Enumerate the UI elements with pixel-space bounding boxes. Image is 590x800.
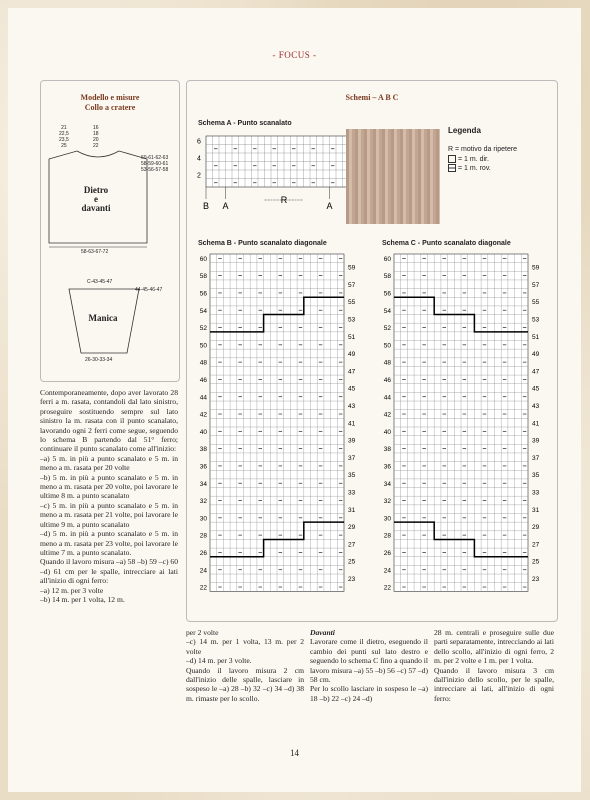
schema-c-row-odd: 47 bbox=[532, 368, 540, 376]
schema-c-row-odd: 23 bbox=[532, 575, 540, 583]
schema-a-label-b: B bbox=[203, 201, 210, 211]
legend-knit bbox=[448, 155, 489, 163]
schema-c-row-even: 26 bbox=[383, 550, 391, 558]
schema-b-row-even: 44 bbox=[199, 394, 207, 402]
schema-b-row-odd: 31 bbox=[348, 506, 356, 514]
schema-c-row-even: 44 bbox=[383, 394, 391, 402]
schema-c-row-odd: 49 bbox=[532, 351, 540, 359]
schema-c-row-odd: 33 bbox=[532, 489, 540, 497]
legend-purl-text: = 1 m. rov. bbox=[458, 164, 491, 172]
schema-a-title: Schema A - Punto scanalato bbox=[198, 120, 292, 127]
schema-b-row-even: 32 bbox=[199, 498, 207, 506]
sleeve-bottom-numbers: 26-30-33-34 bbox=[85, 357, 113, 363]
schema-c-row-even: 42 bbox=[383, 411, 391, 419]
schema-c-row-even: 36 bbox=[383, 463, 391, 471]
schema-c-row-odd: 39 bbox=[532, 437, 540, 445]
text-column-1: Contemporaneamente, dopo aver lavorato 28 ferri a m. rasata, contandoli dal lato sinistro, proseguire sostituendo sempre sul lato sinistro la m. rasata con il punto scanalato, lavorando ogni 2 ferri come segue, seguendo lo schema B partendo dal 51° ferro; continuare il punto scanalato come all'inizio: –a) 5 m. in più a punto scanalato e 5 m. in meno a m. rasata per 20 volte –b) 5 m. in più a punto scanalato e 5 m. in meno a m. rasata per 20 volte, poi lavorare le ultime 8 m. a punto scanalato –c) 5 m. in più a punto scanalato e 5 m. in meno a m. rasata per 21 volte, poi lavorare le ultime 9 m. a punto scanalato –d) 5 m. in più a punto scanalato e 5 m. in meno a m. rasata per 23 volte, poi lavorare le ultime 7 m. a punto scanalato. Quando il lavoro misura –a) 58 –b) 59 –c) 60 –d) 61 cm per le spalle, intrecciare ai lati all'inizio di ogni ferro: –a) 12 m. per 3 volte –b) 14 m. per 1 volta, 12 m. bbox=[40, 388, 178, 604]
schema-b-row-odd: 33 bbox=[348, 489, 356, 497]
schema-b-row-odd: 23 bbox=[348, 575, 356, 583]
schema-a-row-left: 4 bbox=[197, 155, 201, 163]
front-heading: Davanti bbox=[310, 628, 335, 637]
schema-b-row-odd: 39 bbox=[348, 437, 356, 445]
schemes-title: Schemi – A B C bbox=[345, 93, 399, 102]
schema-c-row-odd: 35 bbox=[532, 472, 540, 480]
schema-a-label-a: A bbox=[222, 201, 229, 211]
schema-c-row-odd: 53 bbox=[532, 316, 540, 324]
legend-title: Legenda bbox=[448, 126, 481, 135]
schema-b-row-even: 38 bbox=[199, 446, 207, 454]
schema-b-row-even: 52 bbox=[199, 325, 207, 333]
schema-c-row-even: 24 bbox=[383, 567, 391, 575]
schema-c-row-even: 56 bbox=[383, 290, 391, 298]
legend-knit-text: = 1 m. dir. bbox=[458, 155, 489, 163]
schema-b-row-even: 28 bbox=[199, 532, 207, 540]
sleeve-label: Manica bbox=[88, 313, 118, 323]
schema-c-row-odd: 45 bbox=[532, 385, 540, 393]
schema-b-row-even: 50 bbox=[199, 342, 207, 350]
text-column-4: 28 m. centrali e proseguire sulle due parti separatamente, intrecciando ai lati dello scollo, all'inizio di ogni ferro, 2 m. per 2 volte e 1 m. per 1 volta. Quando il lavoro misura 3 cm dall'inizio dello scollo, per le spalle, intrecciare ai lati, all'inizio di ogni ferro: bbox=[434, 628, 554, 703]
legend-repeat: R = motivo da ripetere bbox=[448, 146, 518, 153]
schema-b-row-even: 46 bbox=[199, 377, 207, 385]
model-title-1: Modello e misure bbox=[80, 93, 140, 102]
model-panel bbox=[40, 80, 180, 382]
schema-b-chart bbox=[190, 248, 360, 593]
schema-c-row-even: 54 bbox=[383, 307, 391, 315]
schema-b-row-odd: 47 bbox=[348, 368, 356, 376]
purl-symbol-icon bbox=[448, 164, 456, 172]
page-header: - FOCUS - bbox=[272, 50, 317, 60]
body-label-davanti: davanti bbox=[81, 203, 111, 213]
schema-b-row-even: 30 bbox=[199, 515, 207, 523]
schema-c-row-odd: 57 bbox=[532, 281, 540, 289]
schema-b-row-odd: 57 bbox=[348, 281, 356, 289]
schema-b-row-odd: 51 bbox=[348, 333, 356, 341]
schema-b-row-even: 48 bbox=[199, 359, 207, 367]
schema-c-row-even: 32 bbox=[383, 498, 391, 506]
schema-c-chart bbox=[374, 248, 544, 593]
schema-c-row-even: 60 bbox=[383, 255, 391, 263]
schema-c-row-odd: 55 bbox=[532, 299, 540, 307]
schema-b-row-even: 22 bbox=[199, 584, 207, 592]
body-label-e: e bbox=[94, 194, 98, 204]
schema-b-row-odd: 45 bbox=[348, 385, 356, 393]
neck-depth-numbers: 16 18 20 22 bbox=[93, 125, 99, 149]
body-width-numbers: 58-63-67-72 bbox=[81, 249, 109, 255]
schema-c-row-odd: 37 bbox=[532, 454, 540, 462]
schema-c-row-even: 28 bbox=[383, 532, 391, 540]
sleeve-side-numbers: 44-45-46-47 bbox=[135, 287, 163, 293]
schema-b-row-odd: 55 bbox=[348, 299, 356, 307]
schema-b-title: Schema B - Punto scanalato diagonale bbox=[198, 240, 327, 247]
schema-c-row-even: 52 bbox=[383, 325, 391, 333]
schema-b-row-odd: 43 bbox=[348, 402, 356, 410]
schema-c-row-even: 22 bbox=[383, 584, 391, 592]
schema-b-row-odd: 25 bbox=[348, 558, 356, 566]
schema-c-row-even: 46 bbox=[383, 377, 391, 385]
schema-c-row-even: 38 bbox=[383, 446, 391, 454]
schema-a-label-a2: A bbox=[326, 201, 333, 211]
height-numbers: 60-61-62-63 58-59-60-61 53-56-57-58 bbox=[141, 155, 169, 173]
schema-c-row-even: 50 bbox=[383, 342, 391, 350]
schema-c-title: Schema C - Punto scanalato diagonale bbox=[382, 240, 511, 247]
schema-c-row-odd: 27 bbox=[532, 541, 540, 549]
schema-c-row-even: 34 bbox=[383, 480, 391, 488]
schema-c-row-odd: 31 bbox=[532, 506, 540, 514]
neck-width-numbers: 21 22,5 23,5 25 bbox=[59, 125, 69, 149]
text-column-3 bbox=[310, 628, 428, 703]
schema-b-row-odd: 41 bbox=[348, 420, 356, 428]
schema-c-row-odd: 59 bbox=[532, 264, 540, 272]
schema-b-row-even: 34 bbox=[199, 480, 207, 488]
schema-c-row-even: 58 bbox=[383, 273, 391, 281]
schema-c-row-even: 30 bbox=[383, 515, 391, 523]
schema-b-row-even: 54 bbox=[199, 307, 207, 315]
schema-c-row-odd: 43 bbox=[532, 402, 540, 410]
schema-c-row-odd: 51 bbox=[532, 333, 540, 341]
schema-b-row-odd: 27 bbox=[348, 541, 356, 549]
schema-c-row-even: 40 bbox=[383, 428, 391, 436]
front-text: Lavorare come il dietro, eseguendo il cambio dei punti sul lato destro e seguendo lo schema C fino a quando il lavoro misura –a) 55 –b) 56 –c) 57 –d) 58 cm. Per lo scollo lasciare in sospeso le –a) 18 –b) 22 –c) 24 –d) bbox=[310, 637, 428, 703]
knit-symbol-icon bbox=[448, 155, 456, 163]
schema-b-row-even: 24 bbox=[199, 567, 207, 575]
page-number: 14 bbox=[290, 748, 299, 758]
schema-b-row-even: 42 bbox=[199, 411, 207, 419]
model-title-2: Collo a cratere bbox=[84, 103, 136, 112]
schema-b-row-odd: 49 bbox=[348, 351, 356, 359]
schema-b-row-even: 56 bbox=[199, 290, 207, 298]
schema-b-row-odd: 35 bbox=[348, 472, 356, 480]
body-label-dietro: Dietro bbox=[83, 185, 109, 195]
schema-c-row-odd: 41 bbox=[532, 420, 540, 428]
schema-b-row-odd: 59 bbox=[348, 264, 356, 272]
schema-a-row-left: 2 bbox=[197, 172, 201, 180]
schema-c-row-even: 48 bbox=[383, 359, 391, 367]
schema-a-row-left: 6 bbox=[197, 138, 201, 146]
text-column-2: per 2 volte –c) 14 m. per 1 volta, 13 m. per 2 volte –d) 14 m. per 3 volte. Quando il lavoro misura 2 cm dall'inizio delle spalle, lasciare in sospeso le –a) 28 –b) 32 –c) 34 –d) 38 m. rimaste per lo scollo. bbox=[186, 628, 304, 703]
schema-b-row-even: 26 bbox=[199, 550, 207, 558]
legend-purl bbox=[448, 164, 491, 172]
schema-b-row-odd: 29 bbox=[348, 524, 356, 532]
schema-c-row-odd: 25 bbox=[532, 558, 540, 566]
schema-a-chart bbox=[192, 128, 352, 223]
schema-b-row-odd: 53 bbox=[348, 316, 356, 324]
schema-b-row-even: 40 bbox=[199, 428, 207, 436]
schema-b-row-even: 58 bbox=[199, 273, 207, 281]
sleeve-top-numbers: C-43-45-47 bbox=[87, 279, 113, 285]
stitch-sample-photo bbox=[346, 129, 440, 224]
schema-b-row-even: 60 bbox=[199, 255, 207, 263]
schema-c-row-odd: 29 bbox=[532, 524, 540, 532]
schema-b-row-odd: 37 bbox=[348, 454, 356, 462]
schema-b-row-even: 36 bbox=[199, 463, 207, 471]
schema-a-label-r: R bbox=[280, 195, 288, 205]
page bbox=[8, 8, 581, 792]
